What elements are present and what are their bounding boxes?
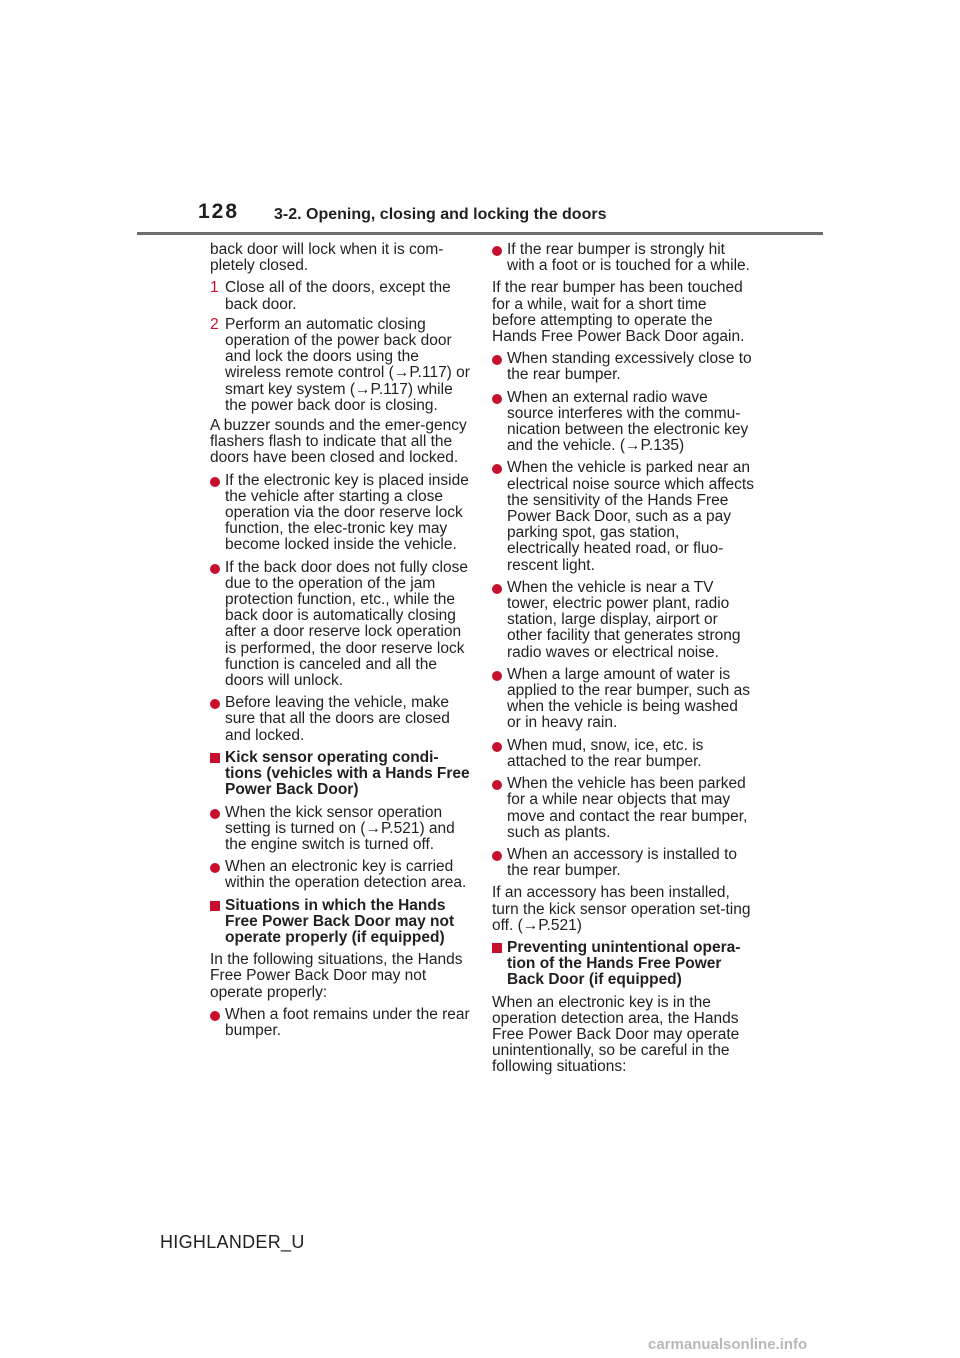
watermark[interactable]: carmanualsonline.info: [648, 1336, 808, 1353]
circle-bullet-icon: [210, 1011, 220, 1021]
circle-bullet-icon: [492, 851, 502, 861]
left-column: [210, 242, 472, 1045]
numbered-step: [210, 280, 472, 312]
paragraph: If an accessory has been installed, turn the kick sensor operation set-ting off. (→P.521): [492, 884, 751, 934]
bullet-text: If the back door does not fully close due to the operation of the jam protection function, etc., while the back door is automatically closing after a door reserve lock operation is performed, the door reserve lock function is canceled and all the doors will unlock.: [225, 558, 468, 690]
step-number: 2: [210, 315, 219, 333]
numbered-step: [210, 317, 472, 414]
section-title: 3-2. Opening, closing and locking the doors: [274, 206, 607, 223]
bullet-item: [492, 460, 754, 573]
bullet-text: When a large amount of water is applied to the rear bumper, such as when the vehicle is being washed or in heavy rain.: [507, 665, 750, 732]
bullet-text: Before leaving the vehicle, make sure that all the doors are closed and locked.: [225, 694, 450, 744]
bullet-item: [492, 738, 754, 770]
circle-bullet-icon: [492, 742, 502, 752]
bullet-text: When an electronic key is carried within the operation detection area.: [225, 858, 467, 892]
bullet-text: When an accessory is installed to the rear bumper.: [507, 845, 738, 880]
bullet-item: [210, 1007, 472, 1039]
bullet-item: [492, 667, 754, 732]
page-header: [0, 0, 960, 240]
paragraph: If the rear bumper has been touched for a while, wait for a short time before attempting to operate the Hands Free Power Back Door again.: [492, 279, 745, 346]
bullet-item: [492, 847, 754, 879]
paragraph: back door will lock when it is com-pletely closed.: [210, 241, 444, 275]
step-text: Perform an automatic closing operation of the power back door and lock the doors using the wireless remote control (→P.117) or smart key system (→P.117) while the power back door is closing.: [225, 315, 470, 414]
circle-bullet-icon: [492, 246, 502, 256]
subsection-heading: [210, 750, 472, 799]
circle-bullet-icon: [492, 464, 502, 474]
square-heading-icon: [210, 901, 220, 911]
heading-text: Situations in which the Hands Free Power Back Door may not operate properly (if equipped): [225, 896, 455, 946]
heading-text: Preventing unintentional opera-tion of the Hands Free Power Back Door (if equipped): [507, 938, 741, 989]
bullet-item: [210, 859, 472, 891]
square-heading-icon: [492, 943, 502, 953]
bullet-item: [210, 473, 472, 554]
circle-bullet-icon: [210, 477, 220, 487]
page-number: 128: [198, 200, 240, 223]
circle-bullet-icon: [492, 394, 502, 404]
circle-bullet-icon: [210, 699, 220, 709]
square-heading-icon: [210, 753, 220, 763]
bullet-text: If the electronic key is placed inside the vehicle after starting a close operation via the door reserve lock function, the elec-tronic key may become locked inside the vehicle.: [225, 471, 469, 554]
bullet-text: When an external radio wave source interferes with the commu-nication between the electronic key and the vehicle. (→P.135): [507, 388, 749, 455]
bullet-item: [492, 776, 754, 841]
bullet-text: If the rear bumper is strongly hit with a foot or is touched for a while.: [507, 241, 750, 275]
circle-bullet-icon: [492, 671, 502, 681]
subsection-heading: [492, 940, 754, 989]
bullet-text: When the vehicle is near a TV tower, electric power plant, radio station, large display, airport or other facility that generates strong radio waves or electrical noise.: [507, 578, 741, 661]
right-column: [492, 242, 754, 1082]
bullet-item: [492, 390, 754, 455]
step-text: Close all of the doors, except the back door.: [225, 279, 451, 313]
bullet-item: [210, 805, 472, 854]
bullet-item: [210, 560, 472, 690]
bullet-text: When the kick sensor operation setting is turned on (→P.521) and the engine switch is turned off.: [225, 803, 455, 853]
heading-text: Kick sensor operating condi-tions (vehicles with a Hands Free Power Back Door): [225, 748, 470, 799]
bullet-item: [210, 695, 472, 744]
bullet-text: When the vehicle is parked near an electrical noise source which affects the sensitivity of the Hands Free Power Back Door, such as a pay parking spot, gas station, electrically heated road, or fluo-rescent light.: [507, 459, 754, 574]
bullet-text: When the vehicle has been parked for a while near objects that may move and contact the rear bumper, such as plants.: [507, 775, 748, 841]
bullet-text: When standing excessively close to the rear bumper.: [507, 350, 752, 384]
step-number: 1: [210, 279, 219, 297]
footer-model-code: HIGHLANDER_U: [160, 1232, 305, 1252]
bullet-item: [492, 242, 754, 274]
bullet-item: [492, 351, 754, 383]
paragraph: In the following situations, the Hands Free Power Back Door may not operate properly:: [210, 951, 463, 1001]
bullet-text: When mud, snow, ice, etc. is attached to the rear bumper.: [507, 736, 704, 770]
bullet-item: [492, 580, 754, 661]
circle-bullet-icon: [210, 564, 220, 574]
circle-bullet-icon: [492, 355, 502, 365]
bullet-text: When a foot remains under the rear bumper.: [225, 1005, 470, 1039]
paragraph: When an electronic key is in the operation detection area, the Hands Free Power Back Door may operate unintentionally, so be careful in the following situations:: [492, 993, 740, 1076]
circle-bullet-icon: [210, 809, 220, 819]
subsection-heading: [210, 898, 472, 947]
paragraph: A buzzer sounds and the emer-gency flashers flash to indicate that all the doors have been closed and locked.: [210, 417, 467, 467]
circle-bullet-icon: [210, 863, 220, 873]
circle-bullet-icon: [492, 780, 502, 790]
header-divider: [137, 232, 823, 235]
circle-bullet-icon: [492, 584, 502, 594]
